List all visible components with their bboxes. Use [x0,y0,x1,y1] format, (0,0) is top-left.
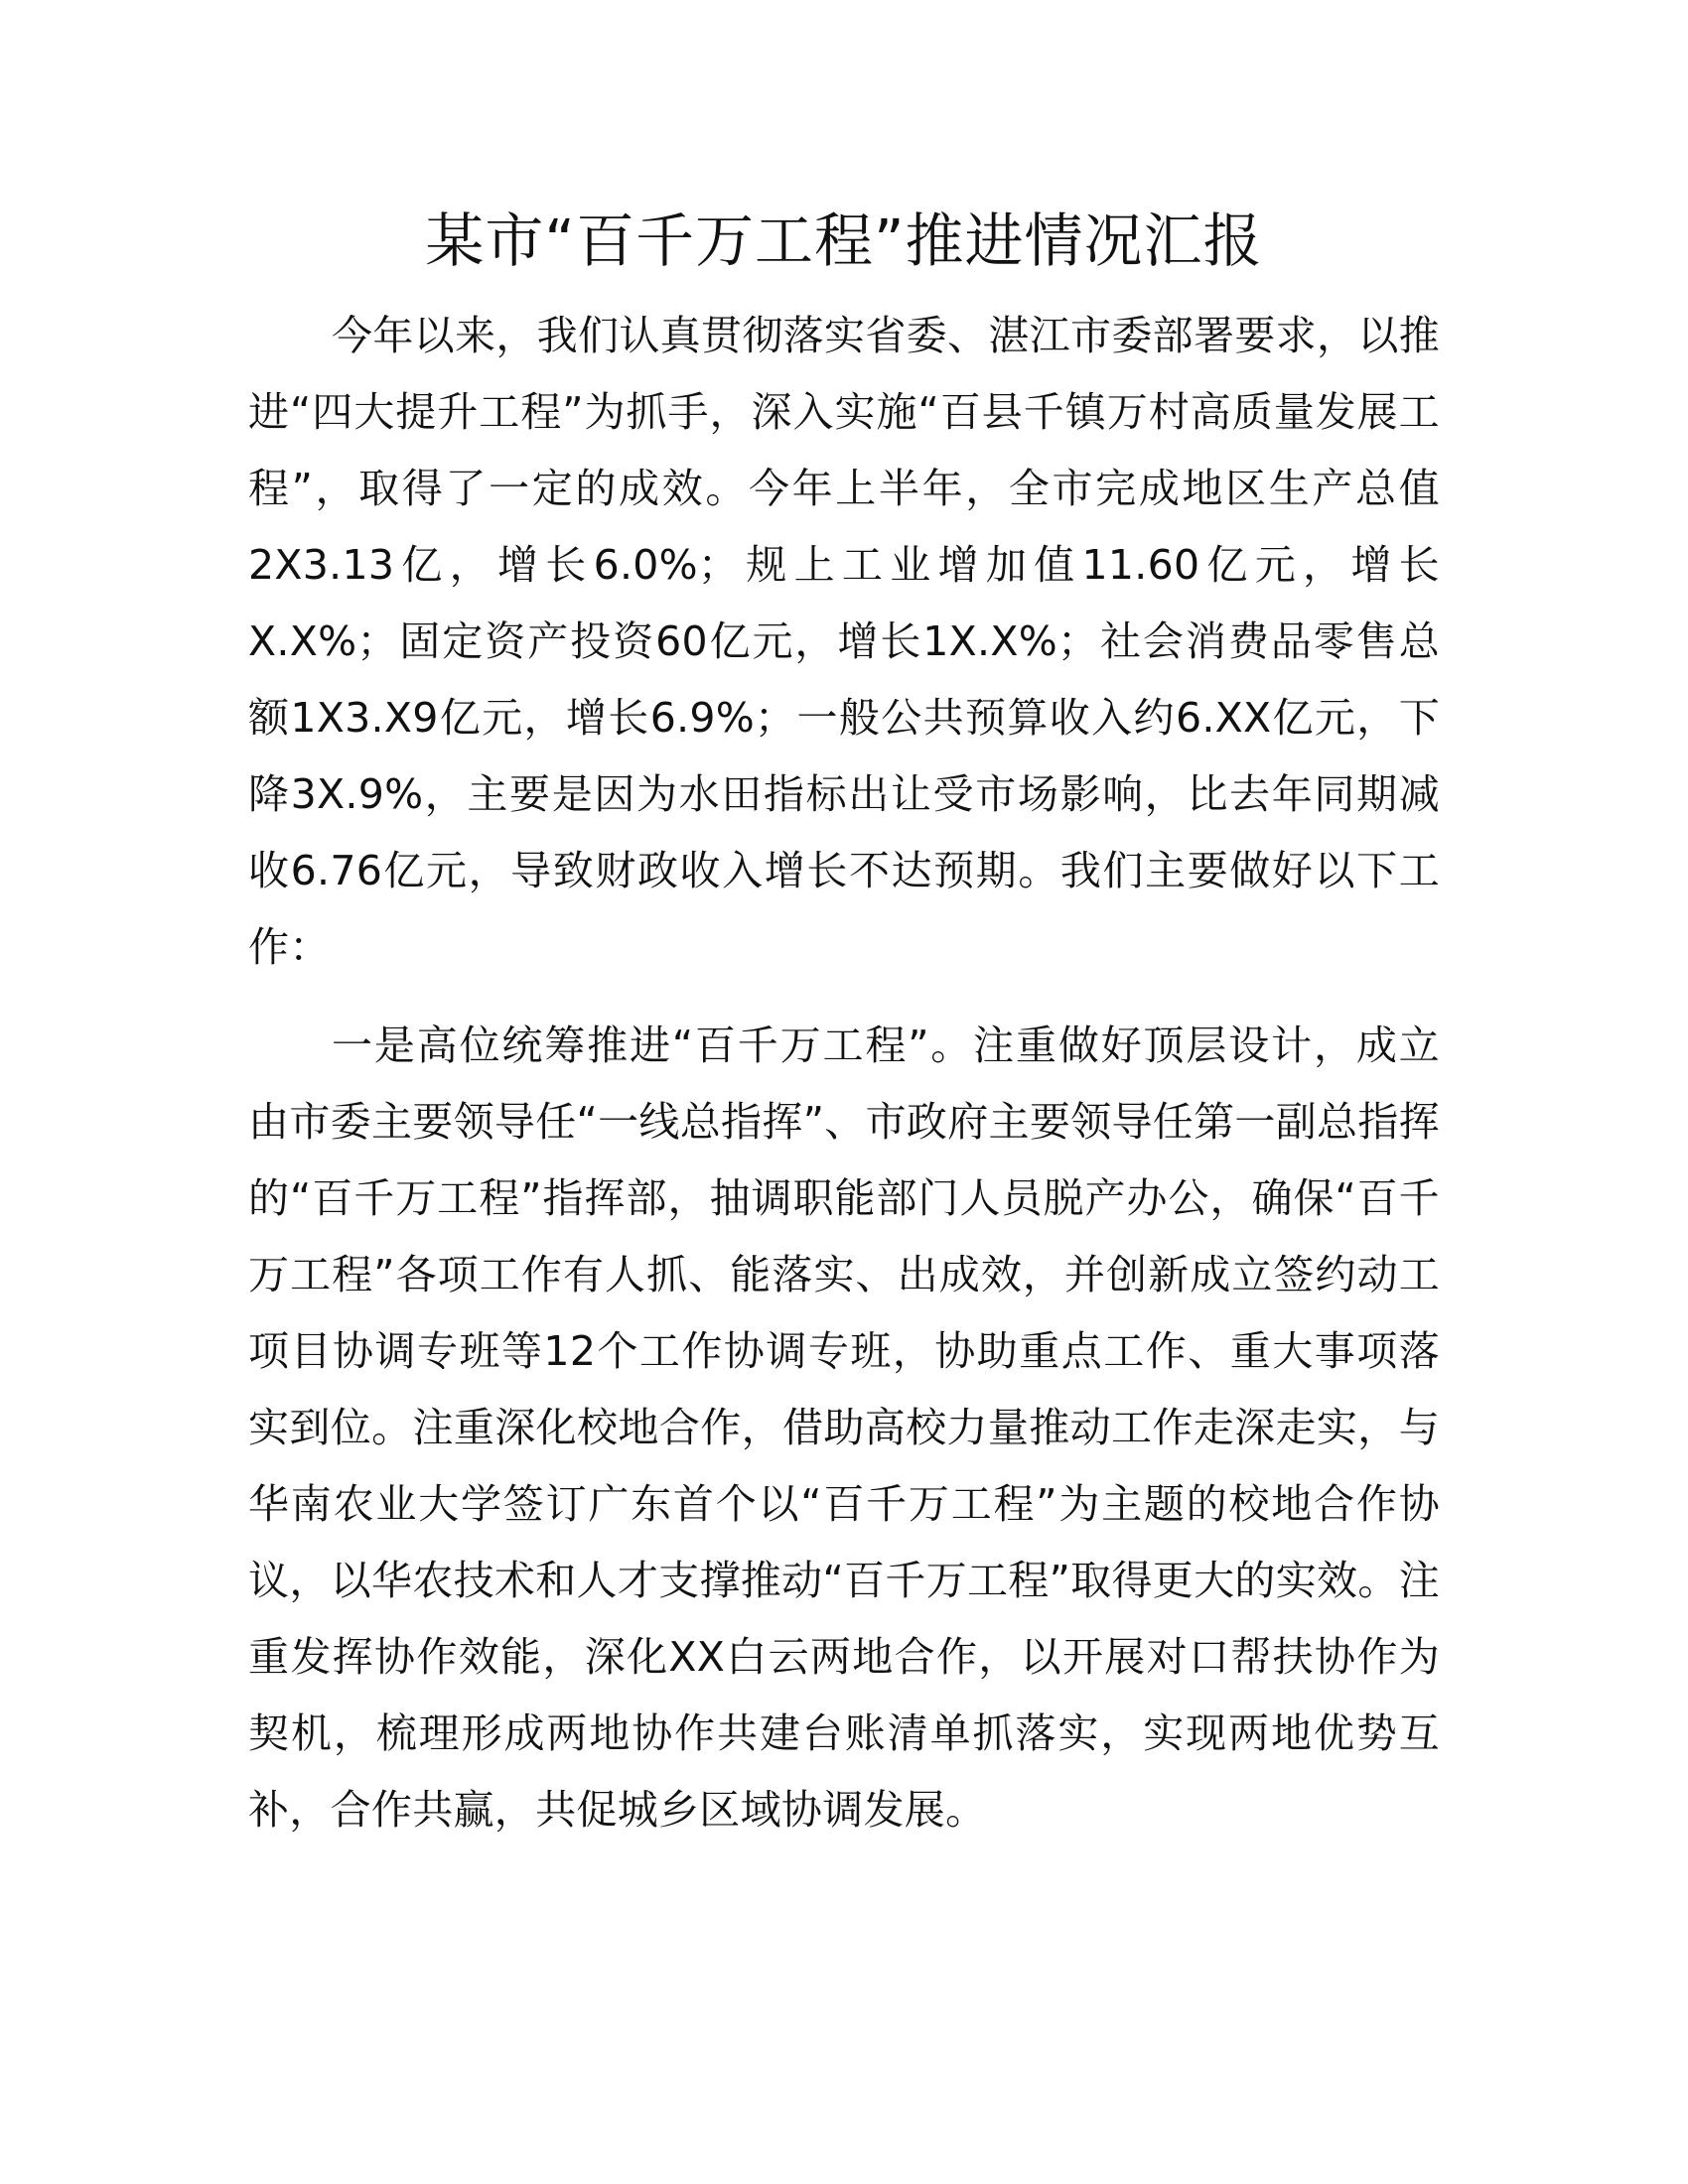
paragraph-intro: 今年以来，我们认真贯彻落实省委、湛江市委部署要求，以推进“四大提升工程”为抓手，深入实施“百县千镇万村高质量发展工程”，取得了一定的成效。今年上半年，全市完成地区生产总值2X3.13亿，增长6.0%；规上工业增加值11.60亿元，增长X.X%；固定资产投资60亿元，增长1X.X%；社会消费品零售总额1X3.X9亿元，增长6.9%；一般公共预算收入约6.XX亿元，下降3X.9%，主要是因为水田指标出让受市场影响，比去年同期减收6.76亿元，导致财政收入增长不达预期。我们主要做好以下工作： [248,312,1440,971]
paragraph-item-1: 一是高位统筹推进“百千万工程”。注重做好顶层设计，成立由市委主要领导任“一线总指挥”、市政府主要领导任第一副总指挥的“百千万工程”指挥部，抽调职能部门人员脱产办公，确保“百千万工程”各项工作有人抓、能落实、出成效，并创新成立签约动工项目协调专班等12个工作协调专班，协助重点工作、重大事项落实到位。注重深化校地合作，借助高校力量推动工作走深走实，与华南农业大学签订广东首个以“百千万工程”为主题的校地合作协议，以华农技术和人才支撑推动“百千万工程”取得更大的实效。注重发挥协作效能，深化XX白云两地合作，以开展对口帮扶协作为契机，梳理形成两地协作共建台账清单抓落实，实现两地优势互补，合作共赢，共促城乡区域协调发展。 [248,1022,1440,1834]
paragraph-container-2 [248,1008,1440,1848]
document-title: 某市“百千万工程”推进情况汇报 [425,206,1263,275]
paragraph-container-1 [248,298,1440,986]
